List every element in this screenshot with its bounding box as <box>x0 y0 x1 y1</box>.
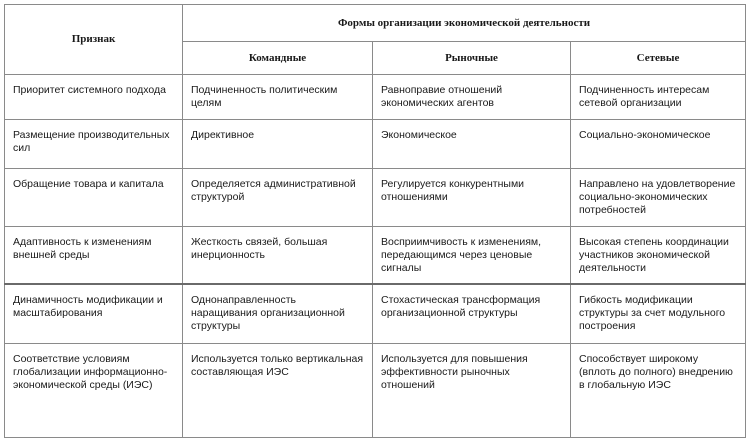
forms-group-header: Формы организации экономической деятельности <box>183 5 746 42</box>
command-cell: Директивное <box>183 120 373 169</box>
command-cell: Подчиненность политическим целям <box>183 75 373 120</box>
table-row <box>5 120 746 169</box>
market-cell: Равноправие отношений экономических агентов <box>373 75 571 120</box>
comparison-table <box>4 4 746 438</box>
market-cell: Регулируется конкурентными отношениями <box>373 169 571 227</box>
market-cell: Стохастическая трансформация организационной структуры <box>373 284 571 344</box>
table-row <box>5 284 746 344</box>
network-cell: Социально-экономическое <box>571 120 746 169</box>
column-header-network: Сетевые <box>571 42 746 75</box>
market-cell: Используется для повышения эффективности рыночных отношений <box>373 344 571 438</box>
network-cell: Высокая степень координации участников экономической деятельности <box>571 227 746 284</box>
table-row <box>5 169 746 227</box>
network-cell: Гибкость модификации структуры за счет модульного построения <box>571 284 746 344</box>
header-row-top <box>5 5 746 42</box>
column-header-market: Рыночные <box>373 42 571 75</box>
feature-cell: Приоритет системного подхода <box>5 75 183 120</box>
market-cell: Экономическое <box>373 120 571 169</box>
column-header-command: Командные <box>183 42 373 75</box>
feature-cell: Размещение производительных сил <box>5 120 183 169</box>
feature-cell: Обращение товара и капитала <box>5 169 183 227</box>
command-cell: Жесткость связей, большая инерционность <box>183 227 373 284</box>
table-row <box>5 75 746 120</box>
feature-cell: Соответствие условиям глобализации информационно-экономической среды (ИЭС) <box>5 344 183 438</box>
feature-column-header: Признак <box>5 5 183 75</box>
command-cell: Однонаправленность наращивания организационной структуры <box>183 284 373 344</box>
table-row <box>5 227 746 284</box>
table-row <box>5 344 746 438</box>
feature-cell: Адаптивность к изменениям внешней среды <box>5 227 183 284</box>
network-cell: Способствует широкому (вплоть до полного) внедрению в глобальную ИЭС <box>571 344 746 438</box>
network-cell: Подчиненность интересам сетевой организации <box>571 75 746 120</box>
network-cell: Направлено на удовлетворение социально-экономических потребностей <box>571 169 746 227</box>
market-cell: Восприимчивость к изменениям, передающимся через ценовые сигналы <box>373 227 571 284</box>
command-cell: Определяется административной структурой <box>183 169 373 227</box>
command-cell: Используется только вертикальная составляющая ИЭС <box>183 344 373 438</box>
feature-cell: Динамичность модификации и масштабирования <box>5 284 183 344</box>
